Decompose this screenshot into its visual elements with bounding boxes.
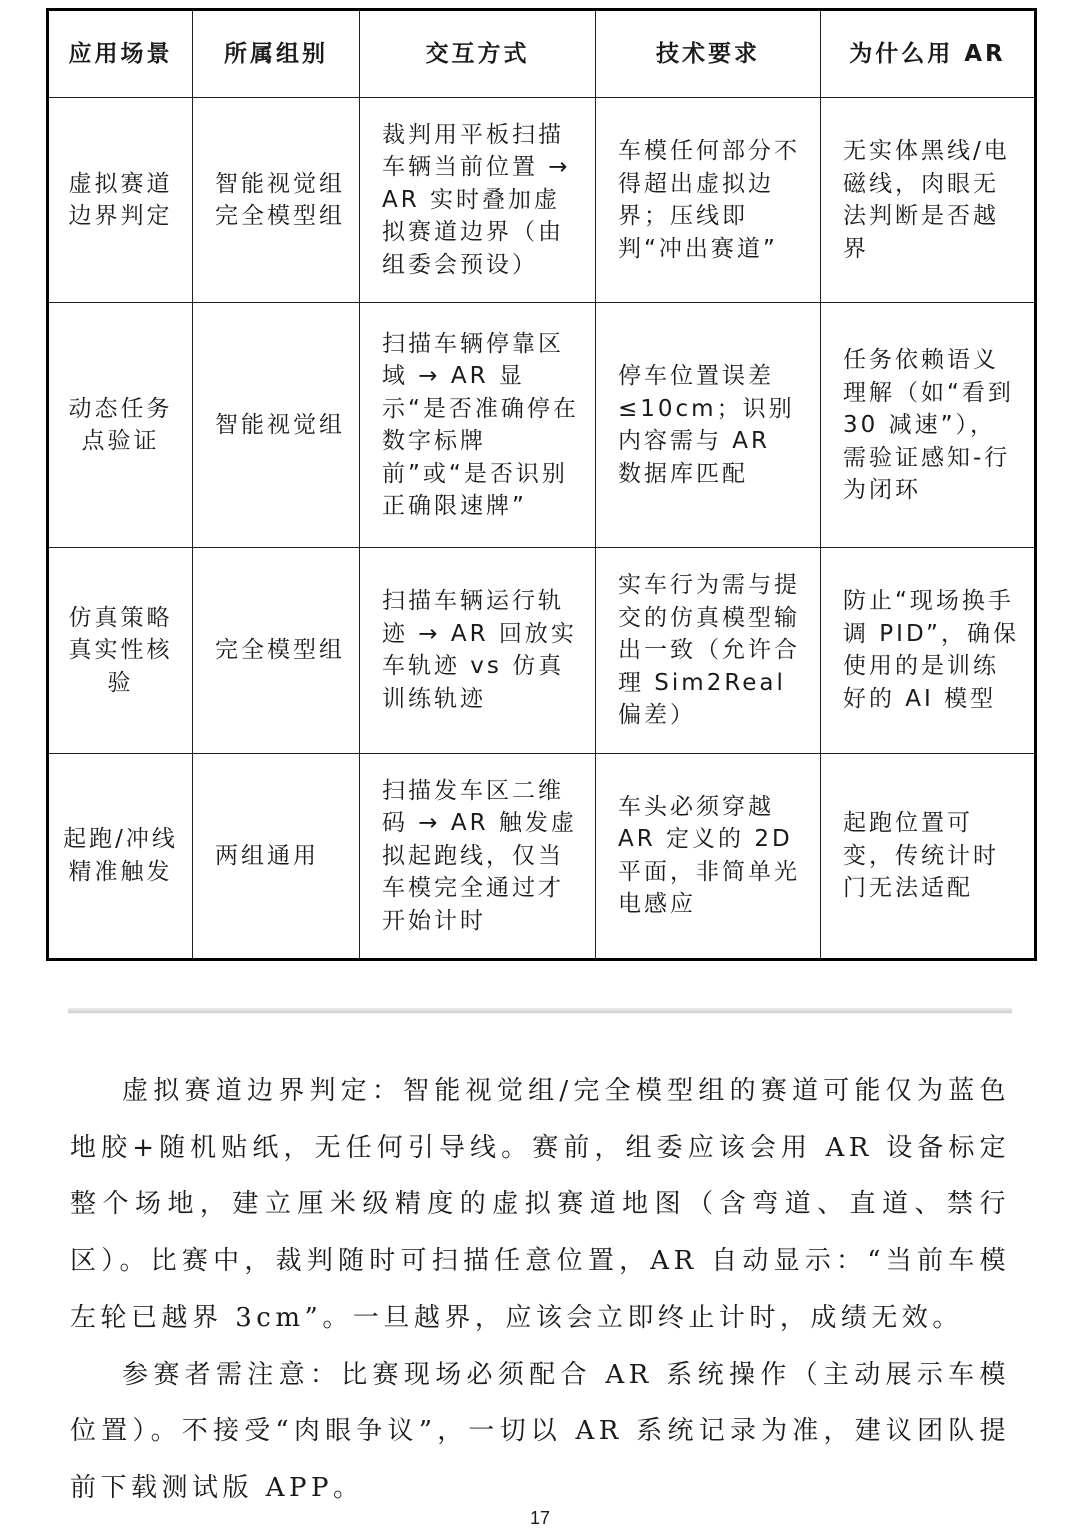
header-reason: 为什么用 AR [821,10,1036,98]
cell-reason: 任务依赖语义理解（如“看到 30 减速”），需验证感知-行为闭环 [821,303,1036,548]
cell-scene: 动态任务点验证 [48,303,193,548]
paragraph-boundary-judgement: 虚拟赛道边界判定：智能视觉组/完全模型组的赛道可能仅为蓝色地胶+随机贴纸，无任何引导线。赛前，组委应该会用 AR 设备标定整个场地，建立厘米级精度的虚拟赛道地图（含弯道、直道、禁行区）。比赛中，裁判随时可扫描任意位置，AR 自动显示：“当前车模左轮已越界 3cm”。一旦越界，应该会立即终止计时，成绩无效。 [70,1076,1010,1333]
header-group: 所属组别 [193,10,360,98]
table-header-row [48,10,1036,98]
table-row [48,98,1036,303]
cell-scene: 起跑/冲线精准触发 [48,753,193,959]
cell-scene: 虚拟赛道边界判定 [48,98,193,303]
header-requirement: 技术要求 [596,10,821,98]
table-row [48,548,1036,753]
cell-requirement: 实车行为需与提交的仿真模型输出一致（允许合理 Sim2Real 偏差） [596,548,821,753]
section-divider [68,1008,1012,1012]
cell-reason: 起跑位置可变，传统计时门无法适配 [821,753,1036,959]
cell-scene: 仿真策略真实性核验 [48,548,193,753]
cell-requirement: 车模任何部分不得超出虚拟边界；压线即判“冲出赛道” [596,98,821,303]
ar-application-table [46,8,1037,961]
cell-interaction: 裁判用平板扫描车辆当前位置 → AR 实时叠加虚拟赛道边界（由组委会预设） [360,98,596,303]
cell-reason: 防止“现场换手调 PID”，确保使用的是训练好的 AI 模型 [821,548,1036,753]
header-interaction: 交互方式 [360,10,596,98]
cell-requirement: 停车位置误差≤10cm；识别内容需与 AR 数据库匹配 [596,303,821,548]
cell-interaction: 扫描发车区二维码 → AR 触发虚拟起跑线，仅当车模完全通过才开始计时 [360,753,596,959]
table-row [48,753,1036,959]
cell-group: 两组通用 [193,753,360,959]
paragraph-participant-notice: 参赛者需注意：比赛现场必须配合 AR 系统操作（主动展示车模位置）。不接受“肉眼争议”，一切以 AR 系统记录为准，建议团队提前下载测试版 APP。 [70,1359,1010,1503]
cell-reason: 无实体黑线/电磁线，肉眼无法判断是否越界 [821,98,1036,303]
cell-group: 智能视觉组 完全模型组 [193,98,360,303]
cell-requirement: 车头必须穿越 AR 定义的 2D 平面，非简单光电感应 [596,753,821,959]
cell-interaction: 扫描车辆运行轨迹 → AR 回放实车轨迹 vs 仿真训练轨迹 [360,548,596,753]
page-number: 17 [529,1508,551,1528]
header-scene: 应用场景 [48,10,193,98]
body-text [70,1063,1010,1517]
cell-group: 智能视觉组 [193,303,360,548]
table-row [48,303,1036,548]
cell-interaction: 扫描车辆停靠区域 → AR 显示“是否准确停在数字标牌前”或“是否识别正确限速牌” [360,303,596,548]
cell-group: 完全模型组 [193,548,360,753]
